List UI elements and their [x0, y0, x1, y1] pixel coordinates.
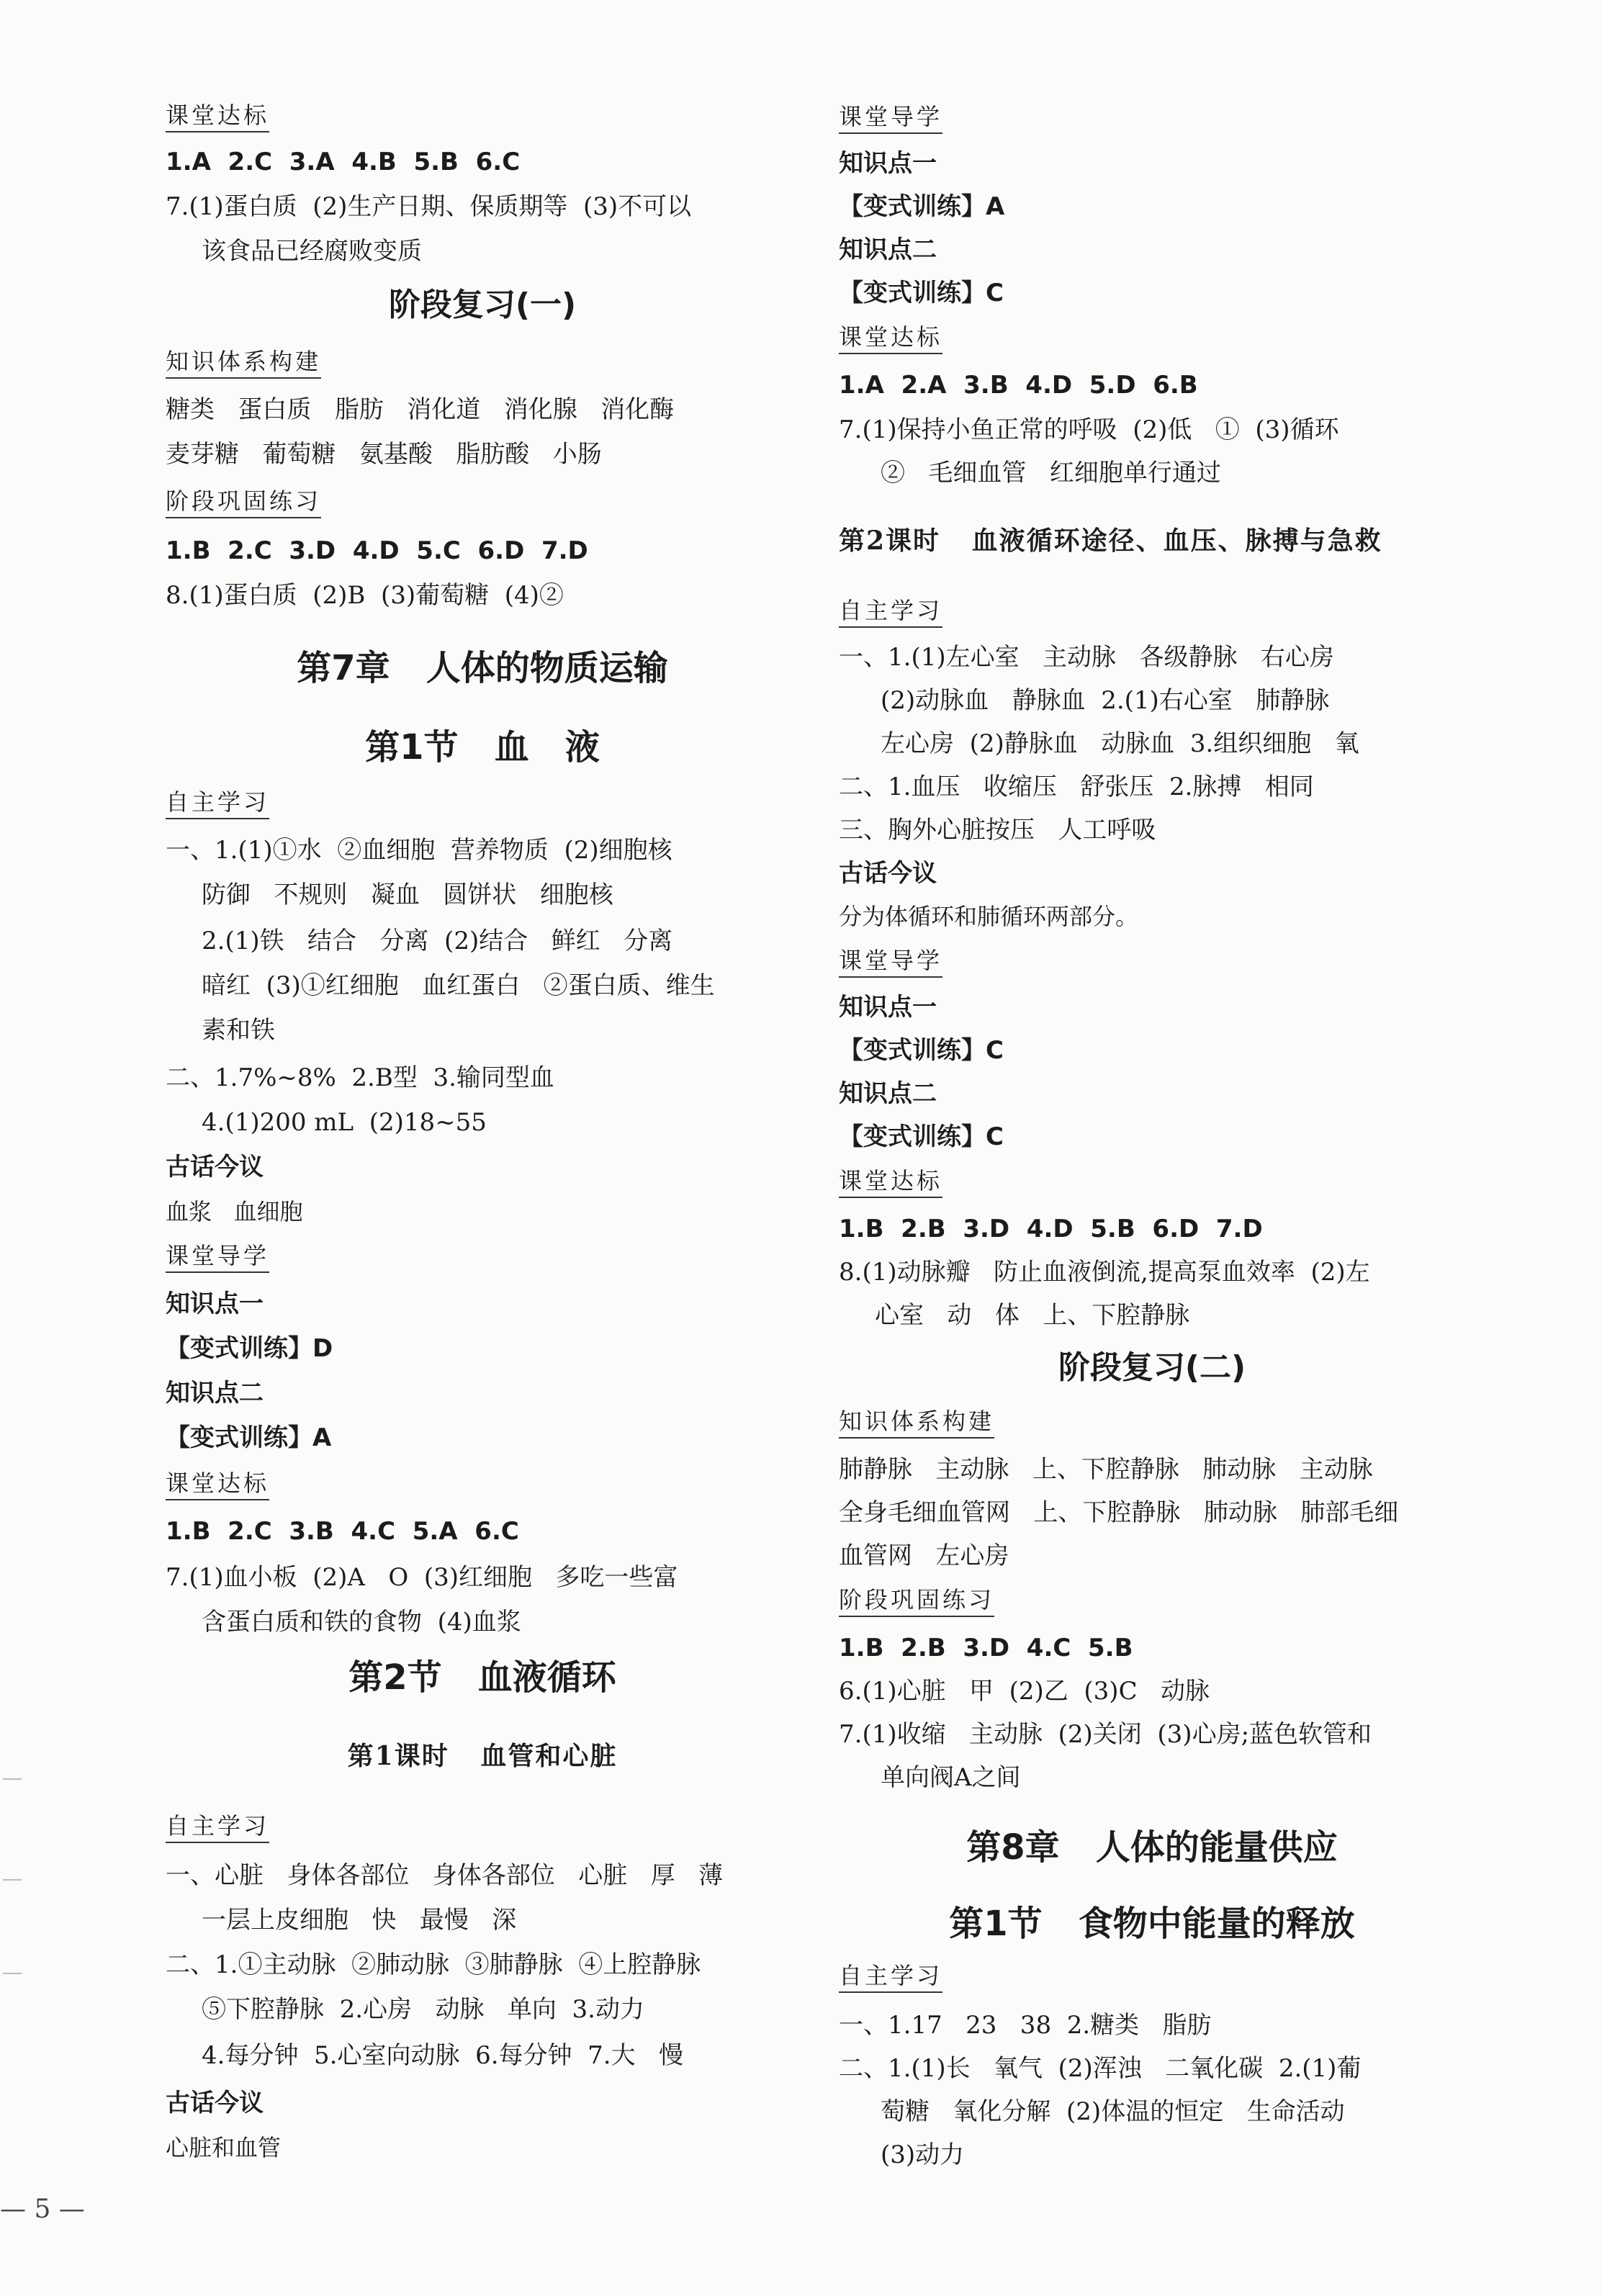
subsection-title: 古话今议 [839, 859, 937, 888]
answer-line: 【变式训练】C [839, 279, 1004, 307]
section-label: 课堂导学 [166, 1241, 269, 1273]
answer-line: 【变式训练】D [166, 1334, 333, 1363]
subsection-title: 古话今议 [166, 1153, 264, 1181]
answer-line: 一、1.(1)①水 ②血细胞 营养物质 (2)细胞核 [166, 836, 672, 865]
answer-line: 一、1.17 23 38 2.糖类 脂肪 [839, 2011, 1212, 2040]
subsection-title: 知识点一 [166, 1289, 264, 1318]
subsection-title: 知识点二 [839, 235, 937, 264]
answer-line: 分为体循环和肺循环两部分。 [839, 903, 1139, 930]
section-label: 阶段巩固练习 [166, 487, 321, 518]
section-label: 课堂达标 [166, 101, 269, 132]
answer-line: 1.B 2.B 3.D 4.D 5.B 6.D 7.D [839, 1215, 1263, 1243]
chapter-heading: 第7章 人体的物质运输 [297, 648, 668, 688]
answer-line: 麦芽糖 葡萄糖 氨基酸 脂肪酸 小肠 [166, 440, 602, 469]
section-label: 知识体系构建 [166, 347, 321, 379]
answer-line: 心室 动 体 上、下腔静脉 [875, 1301, 1190, 1330]
answer-line: 素和铁 [202, 1016, 275, 1045]
answer-line: 该食品已经腐败变质 [202, 237, 422, 266]
answer-line: 【变式训练】C [839, 1122, 1004, 1151]
section-heading: 第1节 血 液 [365, 727, 600, 767]
binding-mark [3, 1879, 22, 1881]
answer-line: 1.B 2.C 3.B 4.C 5.A 6.C [166, 1517, 519, 1546]
section-label: 课堂导学 [839, 102, 942, 134]
binding-mark [3, 1973, 22, 1974]
answer-line: 【变式训练】A [839, 192, 1005, 221]
answer-line: 1.A 2.A 3.B 4.D 5.D 6.B [839, 371, 1198, 400]
answer-line: 1.A 2.C 3.A 4.B 5.B 6.C [166, 148, 521, 176]
answer-line: 二、1.①主动脉 ②肺动脉 ③肺静脉 ④上腔静脉 [166, 1950, 701, 1979]
answer-line: 血浆 血细胞 [166, 1198, 303, 1225]
answer-line: 心脏和血管 [166, 2134, 282, 2161]
answer-line: 二、1.(1)长 氧气 (2)浑浊 二氧化碳 2.(1)葡 [839, 2054, 1362, 2083]
review-heading: 阶段复习(一) [388, 287, 577, 323]
answer-line: 防御 不规则 凝血 圆饼状 细胞核 [202, 881, 613, 909]
section-label: 自主学习 [839, 1961, 942, 1993]
section-label: 自主学习 [166, 788, 269, 819]
answer-line: 【变式训练】A [166, 1423, 332, 1452]
answer-line: 二、1.7%~8% 2.B型 3.输同型血 [166, 1063, 554, 1092]
chapter-heading: 第8章 人体的能量供应 [966, 1827, 1338, 1868]
subsection-title: 知识点一 [839, 149, 937, 178]
section-label: 课堂导学 [839, 946, 942, 978]
binding-mark [3, 1778, 22, 1780]
page-number-value: 5 [34, 2194, 51, 2224]
answer-line: 左心房 (2)静脉血 动脉血 3.组织细胞 氧 [881, 729, 1359, 758]
lesson-heading: 第2课时 血液循环途径、血压、脉搏与急救 [839, 526, 1382, 556]
answer-line: 肺静脉 主动脉 上、下腔静脉 肺动脉 主动脉 [839, 1455, 1373, 1484]
answer-line: 二、1.血压 收缩压 舒张压 2.脉搏 相同 [839, 773, 1314, 801]
answer-line: ② 毛细血管 红细胞单行通过 [881, 459, 1221, 487]
answer-line: 1.B 2.B 3.D 4.C 5.B [839, 1634, 1133, 1662]
lesson-heading: 第1课时 血管和心脏 [347, 1741, 618, 1771]
section-label: 课堂达标 [839, 1166, 942, 1198]
answer-line: (2)动脉血 静脉血 2.(1)右心室 肺静脉 [881, 686, 1330, 715]
answer-line: 萄糖 氧化分解 (2)体温的恒定 生命活动 [881, 2097, 1345, 2126]
answer-line: 7.(1)蛋白质 (2)生产日期、保质期等 (3)不可以 [166, 192, 692, 221]
answer-line: 血管网 左心房 [839, 1541, 1009, 1570]
answer-line: 1.B 2.C 3.D 4.D 5.C 6.D 7.D [166, 536, 588, 565]
review-heading: 阶段复习(二) [1058, 1349, 1246, 1386]
answer-line: 7.(1)血小板 (2)A O (3)红细胞 多吃一些富 [166, 1563, 678, 1592]
answer-line: 一层上皮细胞 快 最慢 深 [202, 1906, 517, 1935]
section-label: 阶段巩固练习 [839, 1585, 994, 1617]
answer-line: 7.(1)保持小鱼正常的呼吸 (2)低 ① (3)循环 [839, 415, 1339, 444]
section-label: 自主学习 [166, 1811, 269, 1843]
subsection-title: 知识点二 [839, 1079, 937, 1108]
answer-line: 一、1.(1)左心室 主动脉 各级静脉 右心房 [839, 643, 1334, 672]
answer-line: 单向阀A之间 [881, 1763, 1021, 1792]
section-label: 自主学习 [839, 596, 942, 628]
section-label: 课堂达标 [166, 1469, 269, 1500]
answer-line: 8.(1)蛋白质 (2)B (3)葡萄糖 (4)② [166, 581, 564, 610]
section-label: 知识体系构建 [839, 1407, 994, 1439]
answer-line: 暗红 (3)①红细胞 血红蛋白 ②蛋白质、维生 [202, 971, 715, 1000]
section-heading: 第1节 食物中能量的释放 [949, 1904, 1355, 1944]
answer-line: ⑤下腔静脉 2.心房 动脉 单向 3.动力 [202, 1995, 644, 2024]
answer-line: 【变式训练】C [839, 1036, 1004, 1065]
answer-line: 糖类 蛋白质 脂肪 消化道 消化腺 消化酶 [166, 395, 675, 424]
answer-line: 一、心脏 身体各部位 身体各部位 心脏 厚 薄 [166, 1861, 724, 1890]
answer-line: 4.每分钟 5.心室向动脉 6.每分钟 7.大 慢 [202, 2041, 684, 2070]
answer-line: 6.(1)心脏 甲 (2)乙 (3)C 动脉 [839, 1677, 1210, 1706]
subsection-title: 知识点一 [839, 993, 937, 1022]
answer-line: (3)动力 [881, 2140, 965, 2169]
answer-line: 7.(1)收缩 主动脉 (2)关闭 (3)心房;蓝色软管和 [839, 1720, 1372, 1749]
answer-line: 4.(1)200 mL (2)18~55 [202, 1108, 487, 1137]
subsection-title: 古话今议 [166, 2089, 264, 2117]
section-label: 课堂达标 [839, 323, 942, 354]
answer-line: 三、胸外心脏按压 人工呼吸 [839, 816, 1156, 845]
answer-line: 8.(1)动脉瓣 防止血液倒流,提高泵血效率 (2)左 [839, 1258, 1370, 1287]
answer-line: 2.(1)铁 结合 分离 (2)结合 鲜红 分离 [202, 927, 673, 955]
answer-line: 全身毛细血管网 上、下腔静脉 肺动脉 肺部毛细 [839, 1498, 1399, 1527]
page-number: — 5 — [0, 2194, 85, 2224]
section-heading: 第2节 血液循环 [348, 1657, 616, 1698]
answer-line: 含蛋白质和铁的食物 (4)血浆 [202, 1608, 521, 1637]
subsection-title: 知识点二 [166, 1379, 264, 1408]
